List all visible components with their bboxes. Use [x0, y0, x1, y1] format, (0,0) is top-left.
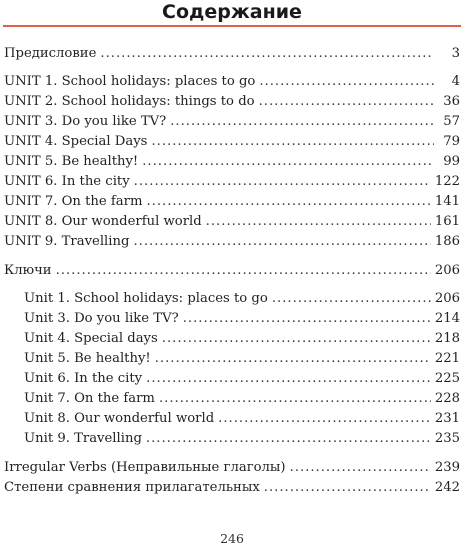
toc-entry-page: 206	[434, 291, 460, 306]
toc-entry-label: Irregular Verbs (Неправильные глаголы)	[4, 460, 286, 475]
dot-leader	[170, 112, 434, 132]
toc-entry-page: 221	[434, 351, 460, 366]
toc-subentry-unit-4[interactable]	[24, 329, 460, 349]
toc-entry-label: Unit 6. In the city	[24, 371, 143, 386]
dot-leader	[146, 192, 430, 212]
toc-entry-label: Unit 9. Travelling	[24, 431, 142, 446]
toc-subentry-unit-9[interactable]	[24, 429, 460, 449]
toc-entry-irregular-verbs[interactable]	[4, 458, 460, 478]
toc-entry-page: 36	[443, 94, 460, 109]
dot-leader	[218, 409, 431, 429]
toc-entry-page: 3	[451, 46, 460, 61]
toc-entry-label: Unit 3. Do you like TV?	[24, 311, 179, 326]
dot-leader	[272, 289, 431, 309]
page-number: 246	[220, 531, 244, 546]
dot-leader	[183, 309, 431, 329]
toc-entry-label: Unit 7. On the farm	[24, 391, 155, 406]
toc-entry-page: 186	[434, 234, 460, 249]
toc-subentry-unit-7[interactable]	[24, 389, 460, 409]
dot-leader	[206, 212, 431, 232]
toc-subentry-unit-8[interactable]	[24, 409, 460, 429]
toc-entry-preface[interactable]	[4, 44, 460, 64]
toc-entry-page: 122	[434, 174, 460, 189]
toc-entry-adjective-degrees[interactable]	[4, 478, 460, 498]
toc-entry-page: 242	[434, 480, 460, 495]
dot-leader	[259, 92, 434, 112]
toc-entry-label: Unit 4. Special days	[24, 331, 158, 346]
toc-entry-label: Unit 5. Be healthy!	[24, 351, 151, 366]
toc-entry-page: 99	[443, 154, 460, 169]
toc-entry-unit-8[interactable]	[4, 212, 460, 232]
dot-leader	[134, 172, 431, 192]
toc-entry-page: 228	[434, 391, 460, 406]
toc-entry-label: UNIT 8. Our wonderful world	[4, 214, 202, 229]
toc-entry-page: 225	[434, 371, 460, 386]
toc-entry-unit-3[interactable]	[4, 112, 460, 132]
toc-entry-label: Ключи	[4, 263, 52, 278]
toc-entry-page: 79	[443, 134, 460, 149]
toc-entry-page: 161	[434, 214, 460, 229]
toc-entry-page: 235	[434, 431, 460, 446]
toc-entry-label: Степени сравнения прилагательных	[4, 480, 260, 495]
toc-entry-unit-4[interactable]	[4, 132, 460, 152]
dot-leader	[259, 72, 434, 92]
dot-leader	[146, 369, 431, 389]
toc-entry-page: 214	[434, 311, 460, 326]
dot-leader	[264, 478, 431, 498]
toc-entry-unit-2[interactable]	[4, 92, 460, 112]
dot-leader	[56, 261, 431, 281]
dot-leader	[133, 232, 430, 252]
toc-entry-unit-9[interactable]	[4, 232, 460, 252]
toc-entry-label: UNIT 7. On the farm	[4, 194, 143, 209]
dot-leader	[151, 132, 434, 152]
toc-entry-label: Предисловие	[4, 46, 97, 61]
dot-leader	[142, 152, 434, 172]
toc-entry-unit-6[interactable]	[4, 172, 460, 192]
toc-entry-label: UNIT 5. Be healthy!	[4, 154, 139, 169]
toc-entry-label: Unit 8. Our wonderful world	[24, 411, 215, 426]
toc-entry-page: 57	[443, 114, 460, 129]
toc-subentry-unit-6[interactable]	[24, 369, 460, 389]
page-title: Содержание	[162, 1, 302, 23]
toc-subentry-unit-3[interactable]	[24, 309, 460, 329]
toc-entry-page: 239	[434, 460, 460, 475]
toc-entry-keys[interactable]	[4, 261, 460, 281]
toc-entry-unit-7[interactable]	[4, 192, 460, 212]
toc-entry-label: UNIT 2. School holidays: things to do	[4, 94, 255, 109]
title-divider	[3, 25, 461, 27]
toc-entry-page: 231	[434, 411, 460, 426]
dot-leader	[146, 429, 431, 449]
toc-subentry-unit-5[interactable]	[24, 349, 460, 369]
toc-entry-label: UNIT 4. Special Days	[4, 134, 148, 149]
dot-leader	[159, 389, 431, 409]
toc-entry-label: UNIT 6. In the city	[4, 174, 130, 189]
toc-entry-page: 4	[451, 74, 460, 89]
dot-leader	[155, 349, 431, 369]
toc-entry-unit-1[interactable]	[4, 72, 460, 92]
dot-leader	[100, 44, 434, 64]
toc-entry-page: 141	[434, 194, 460, 209]
dot-leader	[162, 329, 431, 349]
toc-entry-label: UNIT 9. Travelling	[4, 234, 130, 249]
toc-entry-page: 218	[434, 331, 460, 346]
toc-subentry-unit-1[interactable]	[24, 289, 460, 309]
toc-entry-label: UNIT 1. School holidays: places to go	[4, 74, 256, 89]
toc-entry-label: UNIT 3. Do you like TV?	[4, 114, 167, 129]
toc-entry-label: Unit 1. School holidays: places to go	[24, 291, 268, 306]
toc-entry-page: 206	[434, 263, 460, 278]
dot-leader	[290, 458, 431, 478]
toc-entry-unit-5[interactable]	[4, 152, 460, 172]
